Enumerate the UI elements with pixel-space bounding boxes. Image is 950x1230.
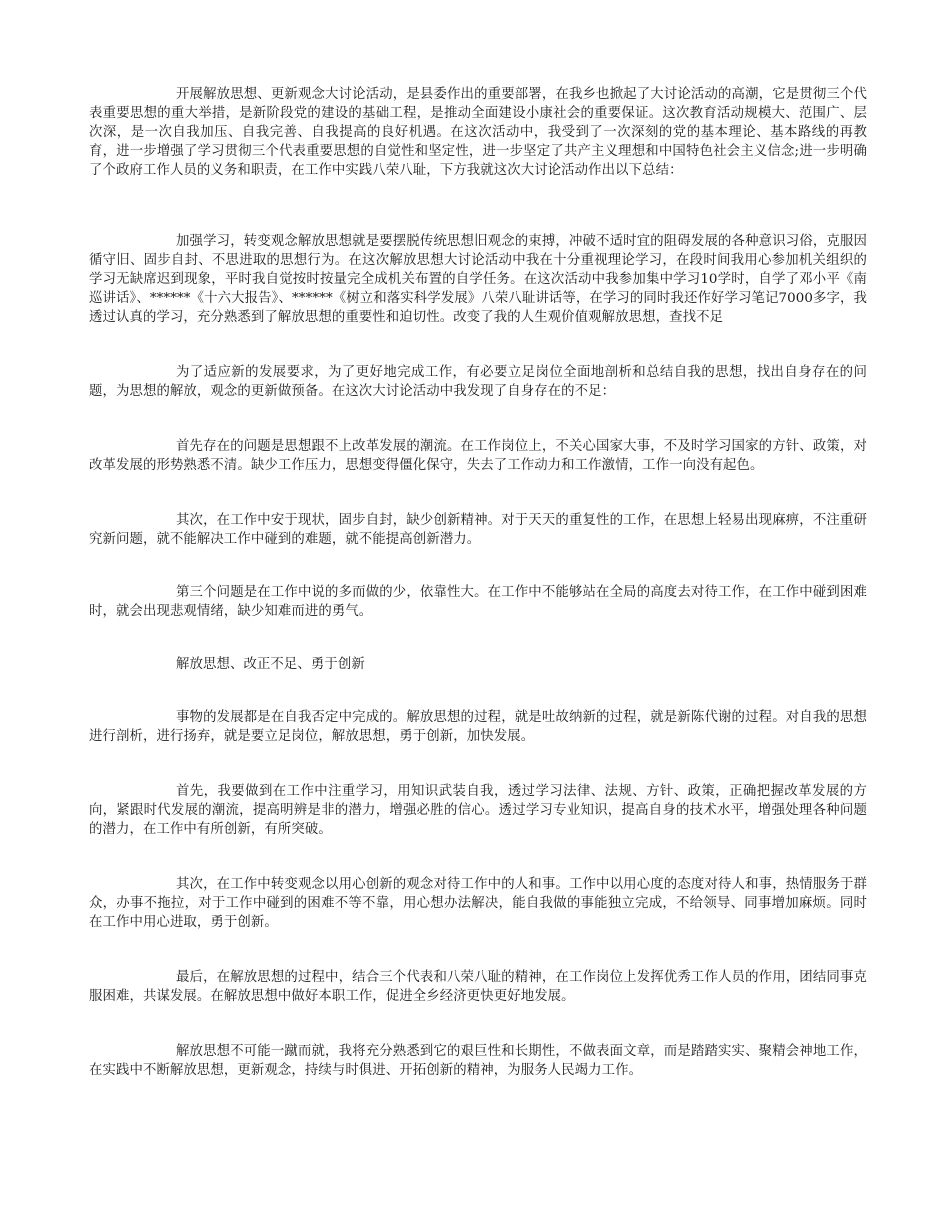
paragraph-spacer — [89, 549, 867, 583]
paragraph-problem-three: 第三个问题是在工作中说的多而做的少，依靠性大。在工作中不能够站在全局的高度去对待工作，在工作中碰到困难时，就会出现悲观情绪，缺少知难而进的勇气。 — [89, 585, 867, 619]
paragraph-spacer — [89, 401, 867, 437]
paragraph-spacer — [89, 327, 867, 363]
paragraph-spacer — [89, 621, 867, 655]
paragraph-strengthen-study: 加强学习，转变观念解放思想就是要摆脱传统思想旧观念的束搏，冲破不适时宜的阻碍发展的各种意识习俗，克服因循守旧、固步自封、不思进取的思想行为。在这次解放思想大讨论活动中我在十分重视理论学习，在段时间我用心参加机关组织的学习无缺席迟到现象，平时我自觉按时按量完全成机关布置的自学任务。在这次活动中我参加集中学习10学时，自学了邓小平《南巡讲话》、******《十六大报告》、******《树立和落实科学发展》八荣八耻讲话等，在学习的同时我还作好学习笔记7000多字，我透过认真的学习，充分熟悉到了解放思想的重要性和迫切性。改变了我的人生观价值观解放思想，查找不足 — [89, 234, 867, 325]
paragraph-problem-two: 其次，在工作中安于现状，固步自封，缺少创新精神。对于天天的重复性的工作，在思想上轻易出现麻痹，不注重研究新问题，就不能解决工作中碰到的难题，就不能提高创新潜力。 — [89, 513, 867, 547]
paragraph-problem-one: 首先存在的问题是思想跟不上改革发展的潮流。在工作岗位上，不关心国家大事，不及时学习国家的方针、政策，对改革发展的形势熟悉不清。缺少工作压力，思想变得僵化保守，失去了工作动力和工作激情，工作一向没有起色。 — [89, 439, 867, 473]
paragraph-spacer — [89, 180, 867, 232]
paragraph-spacer — [89, 475, 867, 511]
paragraph-last-action: 最后，在解放思想的过程中，结合三个代表和八荣八耻的精神，在工作岗位上发挥优秀工作人员的作用，团结同事克服困难，共谋发展。在解放思想中做好本职工作，促进全乡经济更快更好地发展。 — [89, 970, 867, 1004]
paragraph-find-shortcomings: 为了适应新的发展要求，为了更好地完成工作，有必要立足岗位全面地剖析和总结自我的思想，找出自身存在的问题，为思想的解放，观念的更新做预备。在这次大讨论活动中我发现了自身存在的不足： — [89, 365, 867, 399]
paragraph-second-action: 其次，在工作中转变观念以用心创新的观念对待工作中的人和事。工作中以用心度的态度对待人和事，热情服务于群众，办事不拖拉，对于工作中碰到的困难不等不靠，用心想办法解决，能自我做的事能独立完成，不给领导、同事增加麻烦。同时在工作中用心进取，勇于创新。 — [89, 877, 867, 930]
paragraph-conclusion: 解放思想不可能一蹴而就，我将充分熟悉到它的艰巨性和长期性，不做表面文章，而是踏踏实实、聚精会神地工作，在实践中不断解放思想，更新观念，持续与时俱进、开拓创新的精神，为服务人民竭力工作。 — [89, 1044, 867, 1078]
document-body — [89, 85, 867, 1080]
paragraph-intro: 开展解放思想、更新观念大讨论活动，是县委作出的重要部署，在我乡也掀起了大讨论活动的高潮，它是贯彻三个代表重要思想的重大举措，是新阶段党的建设的基础工程，是推动全面建设小康社会的重要保证。这次教育活动规模大、范围广、层次深，是一次自我加压、自我完善、自我提高的良好机遇。在这次活动中，我受到了一次深刻的党的基本理论、基本路线的再教育，进一步增强了学习贯彻三个代表重要思想的自觉性和坚定性，进一步坚定了共产主义理想和中国特色社会主义信念;进一步明确了个政府工作人员的义务和职责，在工作中实践八荣八耻，下方我就这次大讨论活动作出以下总结： — [89, 87, 867, 178]
paragraph-spacer — [89, 1006, 867, 1042]
paragraph-spacer — [89, 674, 867, 708]
section-heading: 解放思想、改正不足、勇于创新 — [176, 657, 365, 672]
paragraph-first-action: 首先，我要做到在工作中注重学习，用知识武装自我，透过学习法律、法规、方针、政策，正确把握改革发展的方向，紧跟时代发展的潮流，提高明辨是非的潜力，增强必胜的信心。透过学习专业知识，提高自身的技术水平，增强处理各种问题的潜力，在工作中有所创新，有所突破。 — [89, 784, 867, 837]
paragraph-spacer — [89, 746, 867, 782]
paragraph-self-negation: 事物的发展都是在自我否定中完成的。解放思想的过程，就是吐故纳新的过程，就是新陈代谢的过程。对自我的思想进行剖析，进行扬弃，就是要立足岗位，解放思想，勇于创新，加快发展。 — [89, 710, 867, 744]
paragraph-spacer — [89, 839, 867, 875]
paragraph-spacer — [89, 932, 867, 968]
